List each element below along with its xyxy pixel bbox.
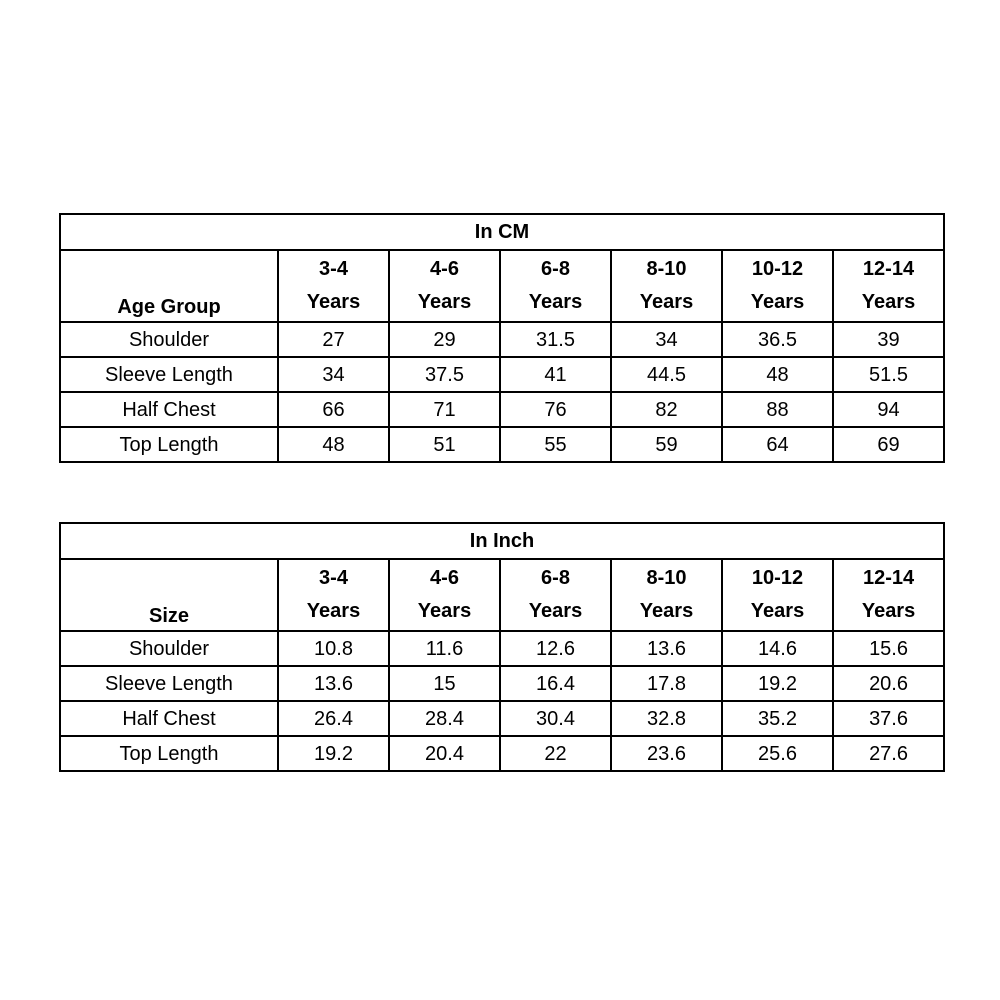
table-row [60, 427, 944, 462]
table-cell: 15 [389, 666, 500, 701]
table-cell: 64 [722, 427, 833, 462]
table-cell: 27.6 [833, 736, 944, 771]
column-header: 12-14 Years [833, 559, 944, 631]
table-cell: 35.2 [722, 701, 833, 736]
column-header: 8-10 Years [611, 559, 722, 631]
table-cell: 76 [500, 392, 611, 427]
table-row [60, 666, 944, 701]
row-label: Sleeve Length [60, 357, 278, 392]
table-row [60, 392, 944, 427]
column-header: 4-6 Years [389, 250, 500, 322]
table-cell: 32.8 [611, 701, 722, 736]
table-cell: 12.6 [500, 631, 611, 666]
table-cell: 71 [389, 392, 500, 427]
column-header: 6-8 Years [500, 250, 611, 322]
table-cell: 10.8 [278, 631, 389, 666]
table-row [60, 322, 944, 357]
row-label: Half Chest [60, 701, 278, 736]
row-label: Top Length [60, 427, 278, 462]
table-row [60, 357, 944, 392]
corner-label: Size [60, 559, 278, 631]
table-cell: 34 [278, 357, 389, 392]
size-table-inch [59, 522, 945, 772]
table-cell: 41 [500, 357, 611, 392]
table-cell: 59 [611, 427, 722, 462]
table-cell: 39 [833, 322, 944, 357]
column-header: 3-4 Years [278, 250, 389, 322]
column-header: 12-14 Years [833, 250, 944, 322]
table-cell: 51 [389, 427, 500, 462]
size-table-cm [59, 213, 945, 463]
table-cell: 26.4 [278, 701, 389, 736]
table-cell: 51.5 [833, 357, 944, 392]
table-cell: 13.6 [611, 631, 722, 666]
table-title: In CM [60, 214, 944, 250]
table-cell: 11.6 [389, 631, 500, 666]
table-row [60, 701, 944, 736]
table-cell: 66 [278, 392, 389, 427]
table-cell: 31.5 [500, 322, 611, 357]
table-cell: 20.6 [833, 666, 944, 701]
table-cell: 19.2 [722, 666, 833, 701]
table-cell: 37.6 [833, 701, 944, 736]
table-cell: 15.6 [833, 631, 944, 666]
column-header: 8-10 Years [611, 250, 722, 322]
row-label: Shoulder [60, 631, 278, 666]
table-cell: 48 [278, 427, 389, 462]
column-header: 6-8 Years [500, 559, 611, 631]
table-cell: 69 [833, 427, 944, 462]
table-cell: 88 [722, 392, 833, 427]
table-title: In Inch [60, 523, 944, 559]
column-header: 10-12 Years [722, 250, 833, 322]
column-header: 10-12 Years [722, 559, 833, 631]
table-cell: 13.6 [278, 666, 389, 701]
table-cell: 16.4 [500, 666, 611, 701]
table-cell: 20.4 [389, 736, 500, 771]
table-row [60, 631, 944, 666]
table-cell: 94 [833, 392, 944, 427]
table-title-row [60, 523, 944, 559]
table-cell: 23.6 [611, 736, 722, 771]
row-label: Sleeve Length [60, 666, 278, 701]
table-cell: 34 [611, 322, 722, 357]
table-cell: 37.5 [389, 357, 500, 392]
table-cell: 14.6 [722, 631, 833, 666]
column-header: 4-6 Years [389, 559, 500, 631]
row-label: Half Chest [60, 392, 278, 427]
table-cell: 19.2 [278, 736, 389, 771]
table-cell: 22 [500, 736, 611, 771]
row-label: Shoulder [60, 322, 278, 357]
row-label: Top Length [60, 736, 278, 771]
table-row [60, 736, 944, 771]
table-cell: 44.5 [611, 357, 722, 392]
table-cell: 27 [278, 322, 389, 357]
table-cell: 48 [722, 357, 833, 392]
table-header-row [60, 559, 944, 631]
table-cell: 28.4 [389, 701, 500, 736]
table-cell: 29 [389, 322, 500, 357]
table-cell: 25.6 [722, 736, 833, 771]
table-cell: 55 [500, 427, 611, 462]
table-cell: 17.8 [611, 666, 722, 701]
table-cell: 36.5 [722, 322, 833, 357]
table-cell: 30.4 [500, 701, 611, 736]
table-cell: 82 [611, 392, 722, 427]
corner-label: Age Group [60, 250, 278, 322]
column-header: 3-4 Years [278, 559, 389, 631]
table-title-row [60, 214, 944, 250]
table-header-row [60, 250, 944, 322]
